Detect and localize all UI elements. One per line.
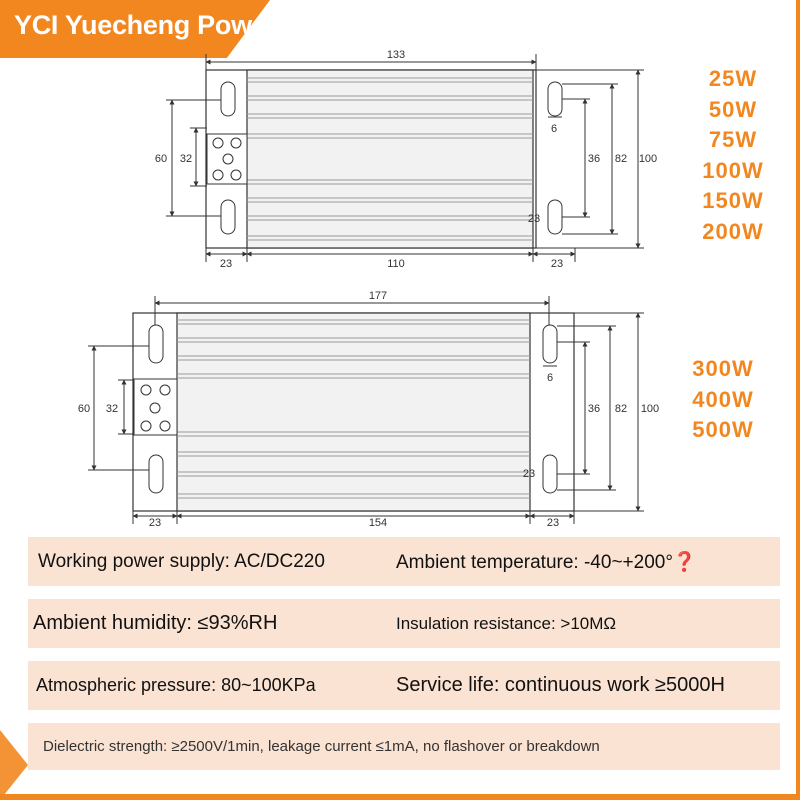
small-dim-body-length: 110	[387, 258, 405, 270]
small-dim-ear-left: 23	[219, 258, 233, 270]
frame-border-bottom	[0, 794, 800, 800]
spec-row-2	[28, 599, 780, 648]
power-ratings-small	[690, 64, 776, 247]
drawing-large	[88, 296, 644, 524]
corner-decoration	[0, 730, 28, 800]
brand-title: YCI Yuecheng Power	[14, 10, 277, 40]
power-rating: 150W	[702, 188, 764, 213]
spec-row-4	[28, 723, 780, 770]
small-dim-terminal-spacing: 32	[179, 153, 193, 165]
large-dim-hole-spacing: 82	[614, 403, 628, 415]
spec-insulation-resistance: Insulation resistance: >10MΩ	[396, 613, 617, 633]
large-dim-body-length: 154	[368, 517, 388, 529]
small-housing	[247, 70, 533, 248]
power-rating: 400W	[692, 386, 754, 412]
large-dim-slot-width: 6	[546, 372, 554, 384]
spec-dielectric-strength: Dielectric strength: ≥2500V/1min, leakage current ≤1mA, no flashover or breakdown	[43, 738, 600, 755]
large-dim-ear-right: 23	[546, 517, 560, 529]
spec-ambient-humidity: Ambient humidity: ≤93%RH	[33, 612, 278, 634]
small-slot-bottom-right	[548, 200, 562, 234]
small-dim-slot-width: 6	[550, 123, 558, 135]
spec-row-3	[28, 661, 780, 710]
power-rating: 200W	[702, 218, 764, 244]
large-dim-terminal-spacing: 32	[105, 403, 119, 415]
power-rating: 75W	[708, 127, 758, 152]
power-rating: 300W	[692, 356, 754, 381]
power-rating: 25W	[708, 66, 758, 91]
large-dim-ear-left: 23	[148, 517, 162, 529]
large-dim-slot-height: 36	[587, 403, 601, 415]
spec-working-power: Working power supply: AC/DC220	[38, 550, 325, 572]
spec-service-life: Service life: continuous work ≥5000H	[396, 674, 725, 696]
large-housing	[177, 313, 530, 511]
small-dim-hole-spacing: 82	[614, 153, 628, 165]
small-dim-terminal-span: 60	[154, 153, 168, 165]
large-dim-slot-offset: 23	[522, 468, 536, 480]
drawing-small	[166, 54, 644, 262]
large-dim-total-width: 100	[640, 403, 660, 415]
spec-atmospheric-pressure: Atmospheric pressure: 80~100KPa	[36, 675, 316, 695]
spec-row-1	[28, 537, 780, 586]
large-terminal-block	[134, 379, 177, 435]
power-rating: 500W	[692, 417, 754, 442]
power-rating: 50W	[708, 96, 758, 122]
small-slot-top-right	[548, 82, 562, 116]
small-dim-total-length: 133	[386, 49, 406, 61]
small-dim-slot-height: 36	[587, 153, 601, 165]
small-terminal-block	[207, 134, 247, 184]
power-rating: 100W	[702, 157, 764, 183]
power-ratings-large	[680, 354, 766, 446]
small-dim-total-width: 100	[638, 153, 658, 165]
large-dim-terminal-span: 60	[77, 403, 91, 415]
spec-ambient-temperature: Ambient temperature: -40~+200°❓	[396, 551, 697, 573]
large-dim-total-length: 177	[368, 290, 388, 302]
small-dim-slot-offset: 23	[527, 213, 541, 225]
small-dim-ear-right: 23	[550, 258, 564, 270]
